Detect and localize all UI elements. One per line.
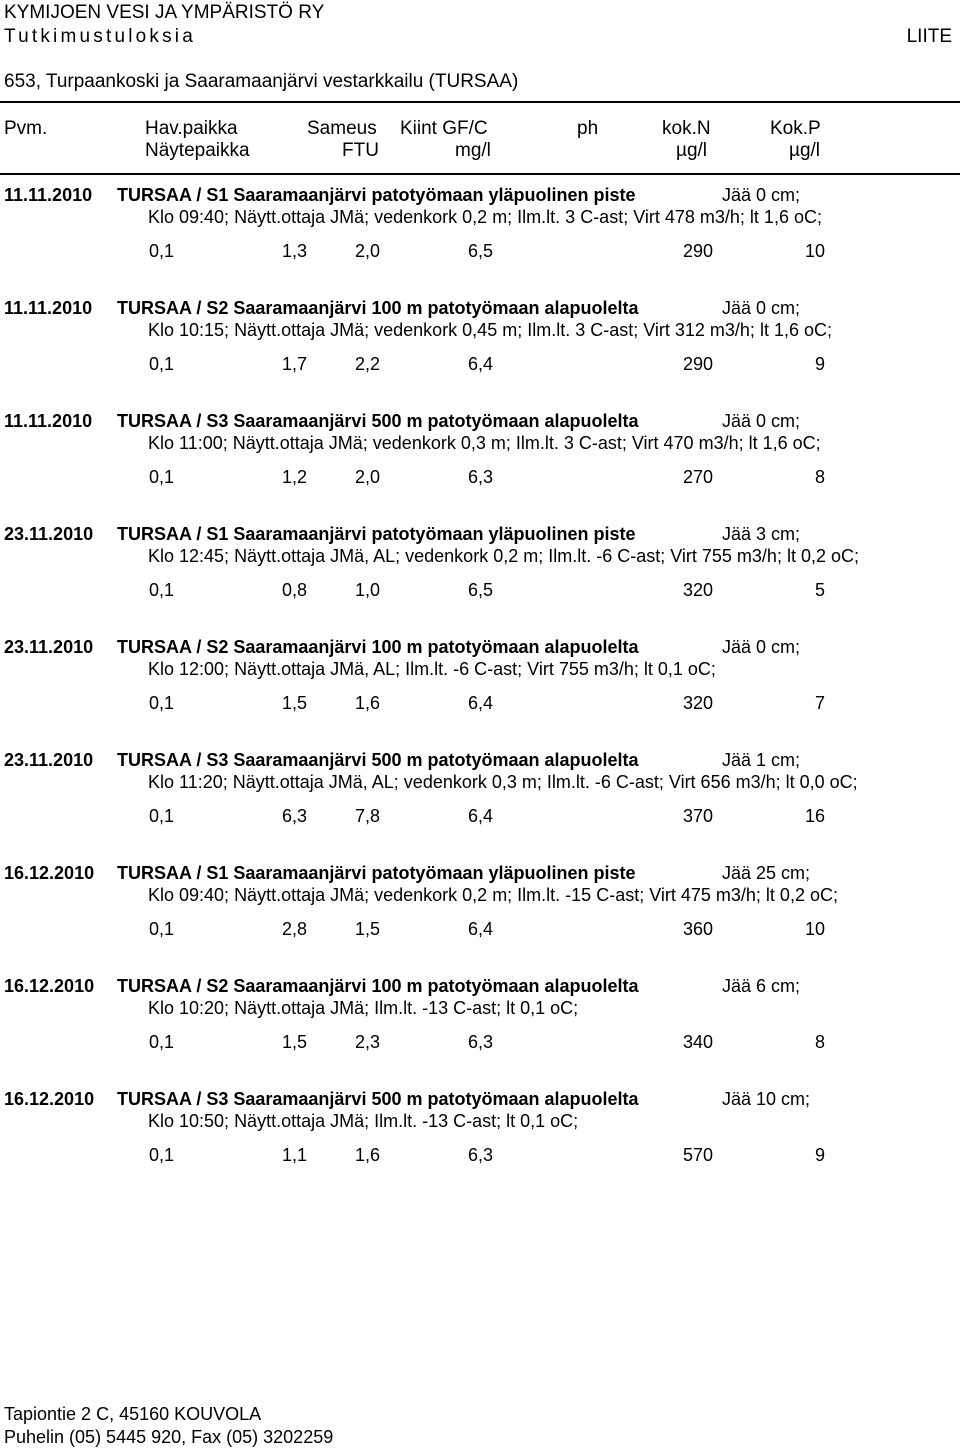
entry-date: 16.12.2010 <box>4 1089 95 1109</box>
entry-value: 320 <box>682 693 713 713</box>
entry-site: TURSAA / S3 Saaramaanjärvi 500 m patotyömaan alapuolelta <box>117 1089 639 1109</box>
entry-value: 9 <box>814 1145 825 1165</box>
entry-value: 6,3 <box>467 1145 493 1165</box>
unit-ugl-p: µg/l <box>789 140 821 161</box>
entry-value: 6,3 <box>281 806 307 826</box>
unit-ftu: FTU <box>342 140 379 161</box>
entry-value: 5 <box>814 580 825 600</box>
entry-site: TURSAA / S2 Saaramaanjärvi 100 m patotyömaan alapuolelta <box>117 976 639 996</box>
entry-value: 6,4 <box>467 806 493 826</box>
entry-value: 1,6 <box>354 1145 380 1165</box>
footer-address: Tapiontie 2 C, 45160 KOUVOLA <box>4 1404 262 1424</box>
entry-value: 1,1 <box>281 1145 307 1165</box>
entry-value: 7 <box>814 693 825 713</box>
entry-date: 23.11.2010 <box>4 524 94 544</box>
entry-value: 6,5 <box>467 241 493 261</box>
result-entry <box>0 1090 960 1203</box>
appendix-label: LIITE <box>906 26 952 47</box>
result-entry <box>0 525 960 638</box>
entry-value: 290 <box>682 354 713 374</box>
entry-site: TURSAA / S1 Saaramaanjärvi patotyömaan yläpuolinen piste <box>117 863 636 883</box>
document-subtitle: Tutkimustuloksia <box>4 26 196 47</box>
entry-date: 23.11.2010 <box>4 750 94 770</box>
entry-value: 0,8 <box>281 580 307 600</box>
entry-site: TURSAA / S1 Saaramaanjärvi patotyömaan yläpuolinen piste <box>117 524 636 544</box>
entry-value: 9 <box>814 354 825 374</box>
entry-value: 6,5 <box>467 580 493 600</box>
entry-info: Klo 10:20; Näytt.ottaja JMä; Ilm.lt. -13 C-ast; lt 0,1 oC; <box>148 998 579 1018</box>
entry-date: 11.11.2010 <box>4 185 93 205</box>
entry-value: 270 <box>682 467 713 487</box>
entry-value: 0,1 <box>148 467 174 487</box>
entry-value: 6,4 <box>467 354 493 374</box>
entry-value: 1,6 <box>354 693 380 713</box>
entry-value: 16 <box>804 806 825 826</box>
entry-site: TURSAA / S2 Saaramaanjärvi 100 m patotyömaan alapuolelta <box>117 637 639 657</box>
entry-value: 0,1 <box>148 919 174 939</box>
entry-info: Klo 10:15; Näytt.ottaja JMä; vedenkork 0,45 m; Ilm.lt. 3 C-ast; Virt 312 m3/h; lt 1,6 oC; <box>148 320 832 340</box>
entry-value: 8 <box>814 1032 825 1052</box>
organization-name: KYMIJOEN VESI JA YMPÄRISTÖ RY <box>4 2 325 23</box>
entry-value: 2,0 <box>354 467 380 487</box>
entry-value: 1,0 <box>354 580 380 600</box>
entry-value: 2,2 <box>354 354 380 374</box>
entry-value: 0,1 <box>148 1145 174 1165</box>
result-entry <box>0 751 960 864</box>
col-total-p: Kok.P <box>770 118 821 139</box>
col-solids: Kiint GF/C <box>400 118 488 139</box>
entry-ice: Jää 1 cm; <box>722 750 801 770</box>
entry-value: 320 <box>682 580 713 600</box>
unit-ugl-n: µg/l <box>676 140 708 161</box>
entry-value: 0,1 <box>148 580 174 600</box>
entry-date: 11.11.2010 <box>4 298 93 318</box>
entry-info: Klo 09:40; Näytt.ottaja JMä; vedenkork 0,2 m; Ilm.lt. 3 C-ast; Virt 478 m3/h; lt 1,6 oC; <box>148 207 822 227</box>
col-site: Hav.paikka <box>145 118 238 139</box>
entry-value: 8 <box>814 467 825 487</box>
entry-info: Klo 11:20; Näytt.ottaja JMä, AL; vedenkork 0,3 m; Ilm.lt. -6 C-ast; Virt 656 m3/h; lt 0,0 oC; <box>148 772 858 792</box>
entry-value: 1,2 <box>281 467 307 487</box>
entry-value: 1,7 <box>281 354 307 374</box>
entry-site: TURSAA / S1 Saaramaanjärvi patotyömaan yläpuolinen piste <box>117 185 636 205</box>
entry-ice: Jää 0 cm; <box>722 298 801 318</box>
result-entry <box>0 412 960 525</box>
entry-ice: Jää 0 cm; <box>722 185 801 205</box>
entry-value: 1,3 <box>281 241 307 261</box>
header-rule-top <box>0 101 960 103</box>
entry-value: 2,0 <box>354 241 380 261</box>
col-date: Pvm. <box>4 118 48 139</box>
col-sample-site: Näytepaikka <box>145 140 250 161</box>
header-rule-bottom <box>0 173 960 175</box>
entry-info: Klo 09:40; Näytt.ottaja JMä; vedenkork 0,2 m; Ilm.lt. -15 C-ast; Virt 475 m3/h; lt 0,2 oC; <box>148 885 838 905</box>
entry-site: TURSAA / S2 Saaramaanjärvi 100 m patotyömaan alapuolelta <box>117 298 639 318</box>
entry-date: 16.12.2010 <box>4 976 95 996</box>
entry-ice: Jää 0 cm; <box>722 411 801 431</box>
entry-ice: Jää 10 cm; <box>722 1089 811 1109</box>
entry-site: TURSAA / S3 Saaramaanjärvi 500 m patotyömaan alapuolelta <box>117 411 639 431</box>
entry-ice: Jää 6 cm; <box>722 976 801 996</box>
entry-info: Klo 11:00; Näytt.ottaja JMä; vedenkork 0,3 m; Ilm.lt. 3 C-ast; Virt 470 m3/h; lt 1,6 oC; <box>148 433 821 453</box>
result-entry <box>0 299 960 412</box>
entry-ice: Jää 0 cm; <box>722 637 801 657</box>
entry-value: 7,8 <box>354 806 380 826</box>
entry-info: Klo 10:50; Näytt.ottaja JMä; Ilm.lt. -13 C-ast; lt 0,1 oC; <box>148 1111 579 1131</box>
entry-date: 11.11.2010 <box>4 411 93 431</box>
entry-value: 10 <box>804 919 825 939</box>
entry-value: 360 <box>682 919 713 939</box>
footer-phone: Puhelin (05) 5445 920, Fax (05) 3202259 <box>4 1427 334 1447</box>
report-title: 653, Turpaankoski ja Saaramaanjärvi vestarkkailu (TURSAA) <box>4 71 519 92</box>
entry-value: 570 <box>682 1145 713 1165</box>
entry-date: 16.12.2010 <box>4 863 95 883</box>
entry-ice: Jää 3 cm; <box>722 524 801 544</box>
result-entry <box>0 186 960 299</box>
entry-date: 23.11.2010 <box>4 637 94 657</box>
entry-value: 10 <box>804 241 825 261</box>
col-turbidity: Sameus <box>307 118 377 139</box>
entry-value: 0,1 <box>148 354 174 374</box>
entry-value: 6,3 <box>467 1032 493 1052</box>
entry-value: 0,1 <box>148 241 174 261</box>
entry-info: Klo 12:45; Näytt.ottaja JMä, AL; vedenkork 0,2 m; Ilm.lt. -6 C-ast; Virt 755 m3/h; lt 0,2 oC; <box>148 546 859 566</box>
entry-value: 2,3 <box>354 1032 380 1052</box>
unit-mgl: mg/l <box>455 140 491 161</box>
entry-value: 1,5 <box>354 919 380 939</box>
entry-ice: Jää 25 cm; <box>722 863 811 883</box>
entry-value: 6,3 <box>467 467 493 487</box>
entry-info: Klo 12:00; Näytt.ottaja JMä, AL; Ilm.lt. -6 C-ast; Virt 755 m3/h; lt 0,1 oC; <box>148 659 716 679</box>
entry-value: 340 <box>682 1032 713 1052</box>
entry-value: 6,4 <box>467 919 493 939</box>
entry-value: 2,8 <box>281 919 307 939</box>
entry-value: 0,1 <box>148 1032 174 1052</box>
entry-value: 0,1 <box>148 693 174 713</box>
entry-site: TURSAA / S3 Saaramaanjärvi 500 m patotyömaan alapuolelta <box>117 750 639 770</box>
result-entry <box>0 638 960 751</box>
entry-value: 6,4 <box>467 693 493 713</box>
entry-value: 1,5 <box>281 693 307 713</box>
result-entry <box>0 977 960 1090</box>
entry-value: 290 <box>682 241 713 261</box>
col-ph: ph <box>577 118 599 139</box>
entry-value: 370 <box>682 806 713 826</box>
col-total-n: kok.N <box>662 118 711 139</box>
entry-value: 1,5 <box>281 1032 307 1052</box>
result-entry <box>0 864 960 977</box>
entry-value: 0,1 <box>148 806 174 826</box>
